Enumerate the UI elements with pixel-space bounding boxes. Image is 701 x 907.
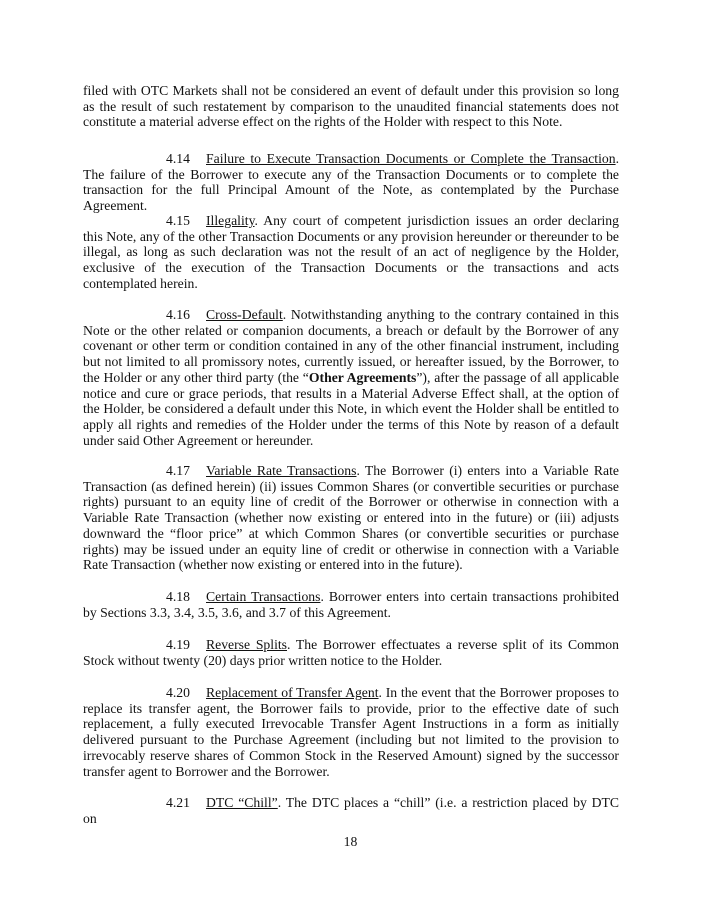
section-body: . Any court of competent jurisdiction issues an order declaring this Note, any of the other Transaction Documents or any provision hereunder or thereunder to be illegal, as long as such declaration was not the result of an act of negligence by the Holder, exclusive of the execution of the Transaction Documents or the transactions and acts contemplated herein. [83,213,619,291]
section-4-18 [83,589,619,620]
section-4-19 [83,637,619,668]
section-number: 4.21 [166,795,190,810]
section-heading: Certain Transactions [206,589,321,604]
section-4-14 [83,151,619,214]
section-body: . The Borrower (i) enters into a Variable Rate Transaction (as defined herein) (ii) issues Common Shares (or convertible securities or purchase rights) pursuant to an equity line of credit of the Borrower or otherwise in connection with a Variable Rate Transaction (whether now existing or entered into in the future) or (iii) adjusts downward the “floor price” at which Common Shares (or convertible securities or purchase rights) may be issued under an equity line of credit or otherwise in connection with a Variable Rate Transaction (whether now existing or entered into in the future). [83,463,619,573]
section-4-20 [83,685,619,779]
section-number: 4.15 [166,213,190,228]
defined-term: Other Agreements [308,369,417,385]
section-heading: Illegality [206,213,255,228]
section-heading: Replacement of Transfer Agent [206,685,379,700]
intro-paragraph: filed with OTC Markets shall not be considered an event of default under this provision so long as the result of such restatement by comparison to the unaudited financial statements does not constitute a material adverse effect on the rights of the Holder with respect to this Note. [83,83,619,130]
section-heading: Variable Rate Transactions [206,463,357,478]
section-heading: Cross-Default [206,307,283,322]
section-number: 4.20 [166,685,190,700]
section-number: 4.18 [166,589,190,604]
section-body: . In the event that the Borrower proposes to replace its transfer agent, the Borrower fails to provide, prior to the effective date of such replacement, a fully executed Irrevocable Transfer Agent Instructions in a form as initially delivered pursuant to the Purchase Agreement (including but not limited to the provision to irrevocably reserve shares of Common Stock in the Reserved Amount) signed by the successor transfer agent to Borrower and the Borrower. [83,685,619,779]
section-heading: DTC “Chill” [206,795,278,810]
section-number: 4.16 [166,307,190,322]
section-body: . The DTC places a “chill” (i.e. a restriction placed by DTC on [83,795,619,826]
section-body: . Notwithstanding anything to the contrary contained in this Note or the other related or companion documents, a breach or default by the Borrower of any covenant or other term or condition contained in any of the other financial instrument, including but not limited to all promissory notes, currently issued, or hereafter issued, by the Borrower, to the Holder or any other third party (the “ [83,307,619,385]
section-number: 4.19 [166,637,190,652]
section-4-15 [83,213,619,292]
section-body: . Borrower enters into certain transactions prohibited by Sections 3.3, 3.4, 3.5, 3.6, and 3.7 of this Agreement. [83,589,619,620]
section-body: . The failure of the Borrower to execute any of the Transaction Documents or to complete the transaction for the full Principal Amount of the Note, as contemplated by the Purchase Agreement. [83,151,619,214]
section-4-17 [83,463,619,573]
section-4-21 [83,795,619,826]
section-heading: Failure to Execute Transaction Documents or Complete the Transaction [206,151,616,166]
section-body-continued: ”), after the passage of all applicable notice and cure or grace periods, that results in a Material Adverse Effect shall, at the option of the Holder, be considered a default under this Note, in which event the Holder shall be entitled to apply all rights and remedies of the Holder under the terms of this Note by reason of a default under said Other Agreement or hereunder. [83,369,619,448]
section-4-16 [83,307,619,448]
page-number: 18 [343,834,358,849]
section-number: 4.14 [166,151,190,166]
section-heading: Reverse Splits [206,637,288,652]
section-number: 4.17 [166,463,190,478]
section-body: . The Borrower effectuates a reverse split of its Common Stock without twenty (20) days prior written notice to the Holder. [83,637,619,668]
